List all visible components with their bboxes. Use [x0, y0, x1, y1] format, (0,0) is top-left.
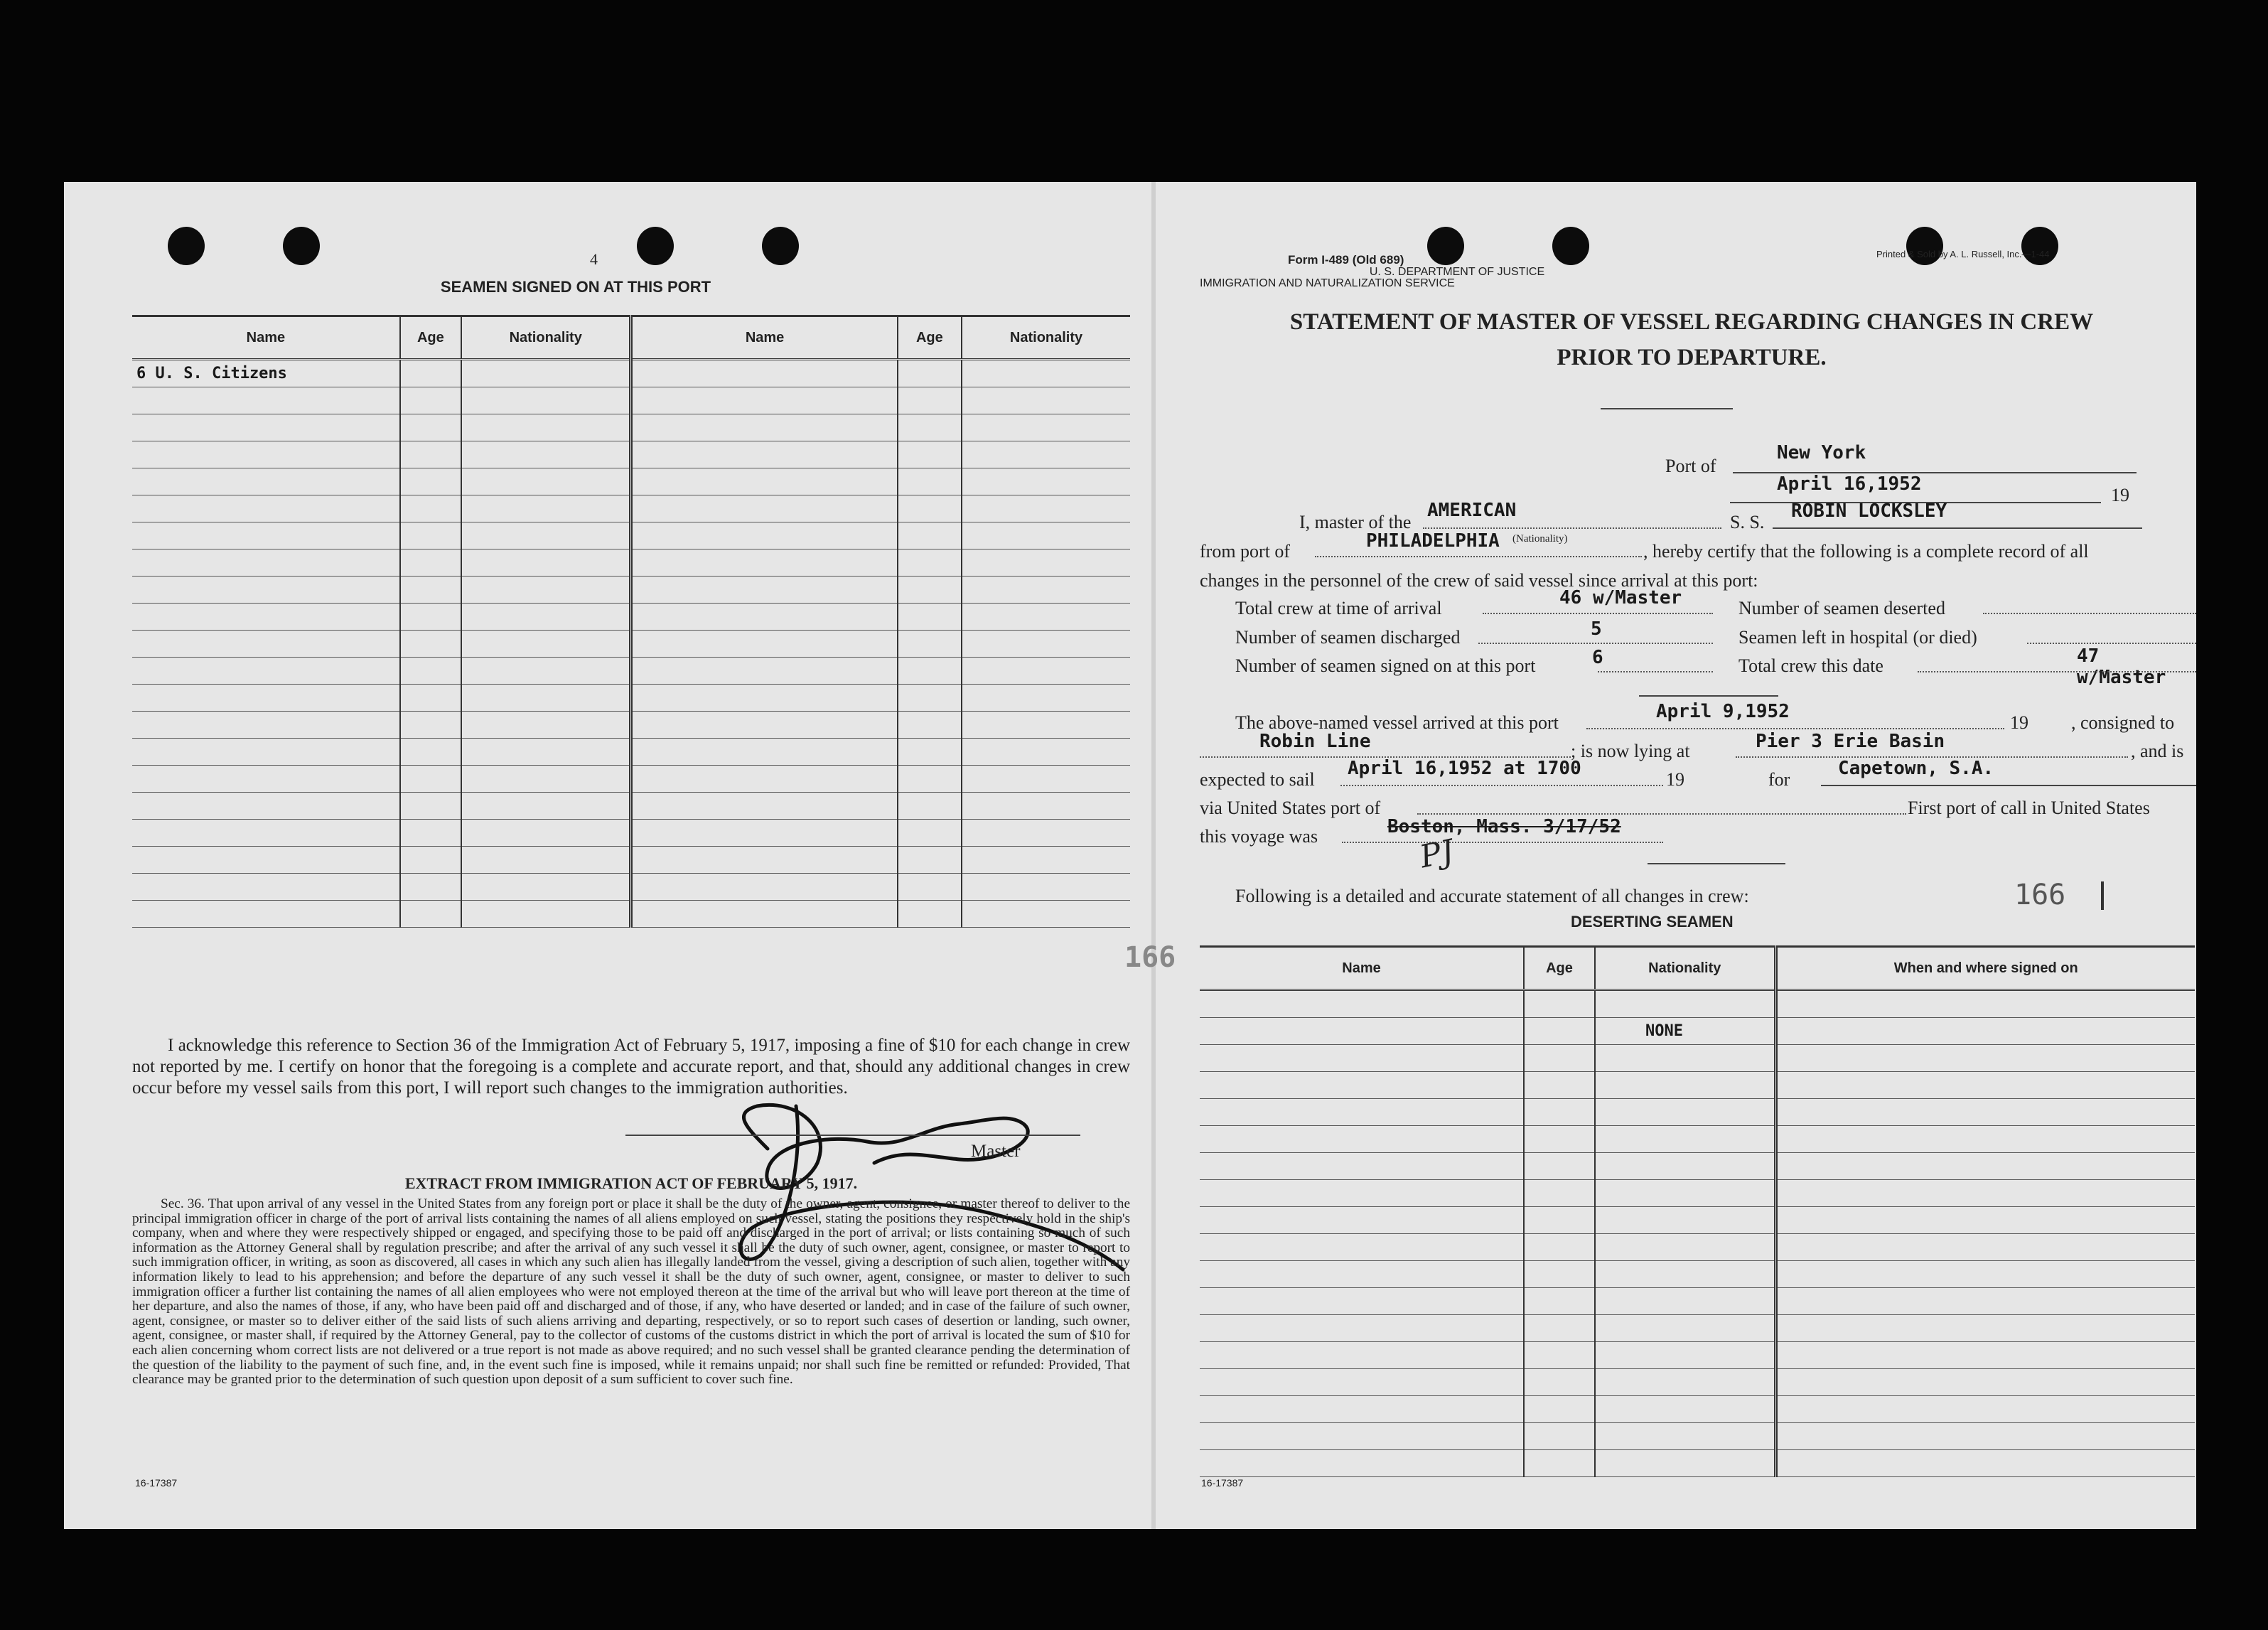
- table-row: [132, 658, 1130, 685]
- nationality-caption: (Nationality): [1512, 533, 1568, 545]
- table-row: [1200, 1423, 2195, 1450]
- arrived-year-prefix: 19: [2010, 712, 2028, 733]
- document-sheet: [64, 182, 2196, 1529]
- table-row: [132, 820, 1130, 847]
- column-header-name: Name: [631, 316, 898, 360]
- via-label: via United States port of: [1200, 798, 1381, 818]
- table-row: [1200, 1369, 2195, 1396]
- total-crew-date-line: [1918, 671, 2196, 672]
- arrived-value: April 9,1952: [1656, 701, 1790, 722]
- deserting-seamen-table: [1200, 945, 2195, 1477]
- table-row: [1200, 1450, 2195, 1477]
- table-row: [132, 549, 1130, 577]
- certify-text: , hereby certify that the following is a complete record of all: [1643, 541, 2089, 562]
- table-row: [132, 685, 1130, 712]
- extract-text: Sec. 36. That upon arrival of any vessel in the United States from any foreign port or place it shall be the duty of the owner, agent, consignee, or master thereof to deliver to the principal immigration officer in charge of the port of arrival lists containing the names of all aliens employed on such vessel, stating the positions they respectively hold in the ship's company, when and where they were respectively shipped or engaged, and specifying those to be paid off and discharged in the port of arrival; or lists containing so much of such information as the Attorney General shall by regulation prescribe; and after the arrival of any such vessel it shall be the duty of such owner, agent, consignee, or master to report to such immigration officer, in writing, as soon as discovered, all cases in which any such alien has illegally landed from the vessel, giving a description of such alien, together with any information likely to lead to his apprehension; and before the departure of any such vessel it shall be the duty of such owner, agent, consignee, or master to deliver to such immigration officer a further list containing the names of all alien employees who were not employed thereon at the time of the arrival but who will leave port thereon at the time of her departure, and also the names of those, if any, who have been paid off and discharged and of those, if any, who have deserted or landed; and in case of the failure of such owner, agent, consignee, or master so to deliver either of the said lists of such aliens arriving and departing, respectively, or so to report such cases of desertion or landing, such owner, agent, consignee, or master shall, if required by the Attorney General, pay to the collector of customs of the customs district in which the port of arrival is located the sum of $10 for each alien concerning whom correct lists are not delivered or a true report is not made as above required; and no such vessel shall be granted clearance pending the determination of the question of the liability to the payment of such fine, and, in the event such fine is imposed, while it remains unpaid; nor shall such fine be remitted or refunded: Provided, That clearance may be granted prior to the determination of such question upon deposit of a sum sufficient to cover such fine.: [132, 1196, 1130, 1388]
- table-row: [1200, 1045, 2195, 1072]
- following-text: Following is a detailed and accurate statement of all changes in crew:: [1235, 886, 1749, 906]
- table-cell: NONE: [1595, 1018, 1775, 1045]
- table-row: [1200, 1288, 2195, 1315]
- table-row: [1200, 1342, 2195, 1369]
- form-title-line1: STATEMENT OF MASTER OF VESSEL REGARDING CHANGES IN CREW: [1289, 309, 2094, 335]
- deserted-label: Number of seamen deserted: [1738, 598, 1945, 618]
- table-row: [1200, 1261, 2195, 1288]
- table-row: [1200, 1315, 2195, 1342]
- vessel-name: ROBIN LOCKSLEY: [1791, 500, 1947, 522]
- table-row: [132, 360, 1130, 387]
- form-code: 16-17387: [135, 1477, 178, 1489]
- form-title: [1201, 304, 2182, 375]
- total-crew-date-label: Total crew this date: [1738, 655, 1883, 676]
- column-header-nationality: Nationality: [461, 316, 631, 360]
- table-row: [132, 468, 1130, 495]
- hospital-label: Seamen left in hospital (or died): [1738, 627, 1977, 648]
- date-value: April 16,1952: [1777, 473, 1922, 495]
- form-title-line2: PRIOR TO DEPARTURE.: [1557, 345, 1827, 370]
- from-port-value: PHILADELPHIA: [1366, 530, 1500, 552]
- destination-line: [1821, 785, 2196, 786]
- and-is-label: , and is: [2131, 741, 2184, 761]
- table-row: [132, 522, 1130, 549]
- expected-value: April 16,1952 at 1700: [1348, 758, 1581, 779]
- table-cell: [1524, 1018, 1595, 1045]
- handwritten-initials: PJ: [1417, 832, 1458, 876]
- date-year-prefix: 19: [2111, 485, 2129, 505]
- column-header-name: Name: [132, 316, 400, 360]
- table-row: [1200, 1207, 2195, 1234]
- total-crew-arrival-line: [1483, 613, 1713, 614]
- table-row: [1200, 1126, 2195, 1153]
- extract-title: EXTRACT FROM IMMIGRATION ACT OF FEBRUARY 5, 1917.: [404, 1174, 858, 1192]
- punch-hole: [637, 227, 674, 265]
- divider-rule: [1639, 695, 1778, 697]
- discharged-label: Number of seamen discharged: [1235, 627, 1461, 648]
- title-rule: [1601, 408, 1733, 409]
- table-cell: [461, 360, 631, 387]
- table-cell: 6 U. S. Citizens: [132, 360, 400, 387]
- table-row: [132, 847, 1130, 874]
- via-line: [1417, 813, 1906, 815]
- table-cell: [1200, 1018, 1524, 1045]
- left-page-title: SEAMEN SIGNED ON AT THIS PORT: [440, 278, 711, 296]
- from-port-label: from port of: [1200, 541, 1291, 562]
- column-header-age: Age: [1524, 947, 1595, 990]
- first-call-label: First port of call in United States: [1908, 798, 2150, 818]
- certify-text-continued: changes in the personnel of the crew of said vessel since arrival at this port:: [1200, 570, 1758, 591]
- expected-label: expected to sail: [1200, 769, 1315, 790]
- department-name: U. S. DEPARTMENT OF JUSTICE: [1369, 266, 1545, 278]
- table-row: [1200, 1099, 2195, 1126]
- acknowledgement-text: I acknowledge this reference to Section 36 of the Immigration Act of February 5, 1917, imposing a fine of $10 for each change in crew not reported by me. I certify on honor that the foregoing is a complete and accurate report, and that, should any additional changes in crew occur before my vessel sails from this port, I will report such changes to the immigration authorities.: [132, 1036, 1130, 1098]
- table-row: [132, 901, 1130, 928]
- for-label: for: [1768, 769, 1790, 790]
- table-row: [132, 414, 1130, 441]
- form-code: 16-17387: [1201, 1477, 1244, 1489]
- page-number: 4: [590, 250, 598, 268]
- nationality-line: [1423, 527, 1721, 529]
- consigned-label: , consigned to: [2071, 712, 2175, 733]
- divider-rule: [1648, 863, 1785, 864]
- table-cell: [631, 360, 898, 387]
- column-header-nationality: Nationality: [962, 316, 1130, 360]
- stamp-mark: [2101, 881, 2104, 910]
- total-crew-arrival-label: Total crew at time of arrival: [1235, 598, 1442, 618]
- discharged-value: 5: [1591, 618, 1602, 640]
- expected-line: [1340, 785, 1663, 786]
- table-row: [132, 577, 1130, 604]
- voyage-line: [1342, 842, 1663, 843]
- table-row: [1200, 1234, 2195, 1261]
- table-row: [132, 793, 1130, 820]
- service-name: IMMIGRATION AND NATURALIZATION SERVICE: [1200, 277, 1455, 289]
- arrived-line: [1586, 728, 2004, 729]
- table-row: [132, 387, 1130, 414]
- vessel-name-line: [1773, 527, 2142, 529]
- table-row: [132, 766, 1130, 793]
- column-header-name: Name: [1200, 947, 1524, 990]
- lying-value: Pier 3 Erie Basin: [1756, 731, 1945, 752]
- hospital-line: [2027, 643, 2196, 644]
- table-row: [132, 495, 1130, 522]
- stamp-number: 166: [2014, 879, 2066, 911]
- voyage-label: this voyage was: [1200, 826, 1318, 847]
- master-label: Master: [971, 1142, 1021, 1161]
- from-port-line: [1315, 556, 1642, 557]
- margin-number: 166: [1124, 941, 1176, 974]
- consignee-value: Robin Line: [1259, 731, 1371, 752]
- table-row: [1200, 1153, 2195, 1180]
- deserting-seamen-title: DESERTING SEAMEN: [1571, 913, 1734, 931]
- table-row: [1200, 1018, 2195, 1045]
- signed-on-value: 6: [1592, 647, 1603, 668]
- arrived-label: The above-named vessel arrived at this port: [1235, 712, 1559, 733]
- table-row: [132, 604, 1130, 631]
- signed-on-table: [132, 315, 1130, 928]
- column-header-age: Age: [898, 316, 962, 360]
- table-row: [132, 739, 1130, 766]
- table-row: [132, 631, 1130, 658]
- expected-year-prefix: 19: [1666, 769, 1684, 790]
- discharged-line: [1478, 643, 1713, 644]
- total-crew-date-value: 47 w/Master: [2077, 645, 2166, 688]
- master-of-label: I, master of the: [1299, 512, 1412, 532]
- voyage-value: Boston, Mass. 3/17/52: [1387, 816, 1621, 837]
- table-cell: [400, 360, 461, 387]
- table-row: [1200, 1396, 2195, 1423]
- punch-hole: [762, 227, 799, 265]
- destination-value: Capetown, S.A.: [1838, 758, 1994, 779]
- column-header-signed-on: When and where signed on: [1775, 947, 2195, 990]
- signed-on-line: [1598, 671, 1713, 672]
- ss-label: S. S.: [1730, 512, 1765, 532]
- port-value: New York: [1777, 442, 1866, 463]
- port-label: Port of: [1665, 456, 1716, 476]
- column-header-nationality: Nationality: [1595, 947, 1775, 990]
- table-row: [1200, 990, 2195, 1018]
- table-row: [1200, 1072, 2195, 1099]
- punch-hole: [168, 227, 205, 265]
- punch-hole: [1427, 227, 1464, 265]
- punch-hole: [1552, 227, 1589, 265]
- total-crew-arrival-value: 46 w/Master: [1559, 587, 1682, 608]
- table-cell: [962, 360, 1130, 387]
- signature-line: [625, 1135, 1080, 1136]
- table-row: [1200, 1180, 2195, 1207]
- printer-credit: Printed & Sold by A. L. Russell, Inc.—1-44: [1876, 249, 2050, 259]
- table-cell: [898, 360, 962, 387]
- table-cell: [1775, 1018, 2195, 1045]
- column-header-age: Age: [400, 316, 461, 360]
- table-row: [132, 712, 1130, 739]
- table-row: [132, 441, 1130, 468]
- table-row: [132, 874, 1130, 901]
- lying-label: ; is now lying at: [1571, 741, 1690, 761]
- deserted-line: [1983, 613, 2196, 614]
- punch-hole: [283, 227, 320, 265]
- vessel-nationality-value: AMERICAN: [1427, 500, 1517, 521]
- signed-on-label: Number of seamen signed on at this port: [1235, 655, 1536, 676]
- form-number: Form I-489 (Old 689): [1288, 253, 1404, 267]
